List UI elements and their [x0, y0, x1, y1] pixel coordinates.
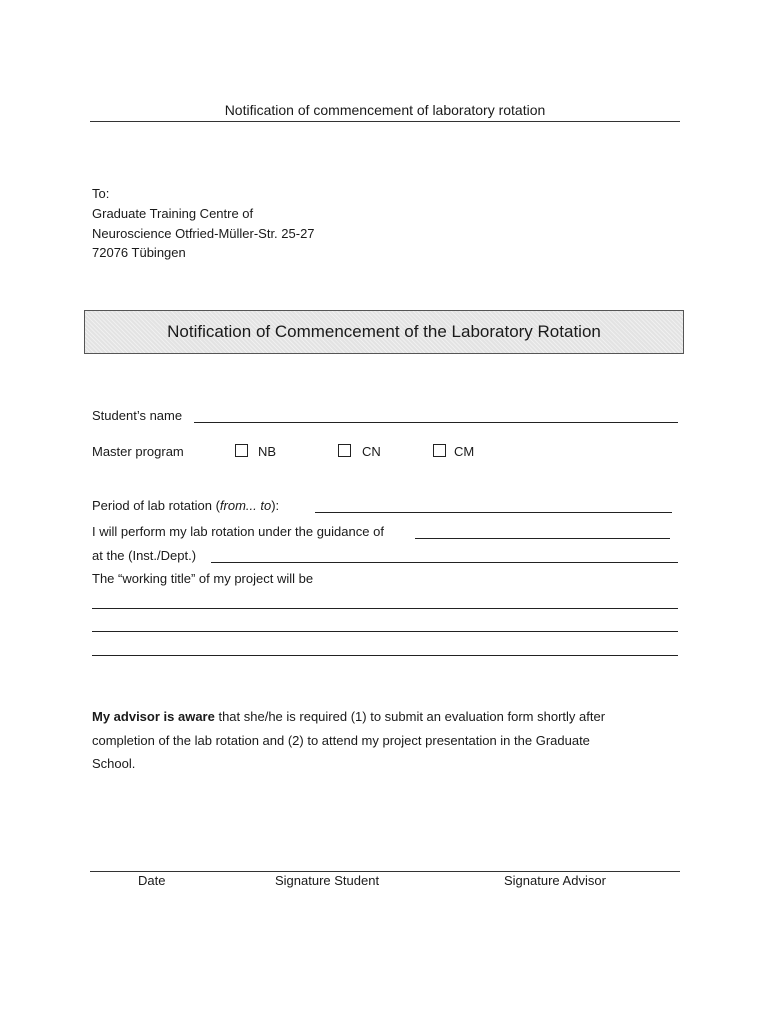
checkbox-cm-label: CM: [454, 444, 475, 459]
checkbox-cn-label: CN: [362, 444, 381, 459]
period-field[interactable]: [315, 512, 672, 513]
student-name-label: Student’s name: [92, 408, 183, 423]
checkbox-nb-label: NB: [258, 444, 277, 459]
recipient-line-3: 72076 Tübingen: [92, 245, 186, 260]
checkbox-nb[interactable]: [235, 444, 248, 457]
advisor-note-line-3: School.: [92, 756, 136, 771]
recipient-line-2: Neuroscience Otfried-Müller-Str. 25-27: [92, 226, 315, 241]
working-title-line-1[interactable]: [92, 608, 678, 609]
signature-rule: [90, 871, 680, 872]
period-label-end: ):: [271, 498, 280, 513]
signature-advisor-label: Signature Advisor: [504, 873, 606, 888]
heading-rule: [90, 121, 680, 122]
working-title-line-3[interactable]: [92, 655, 678, 656]
guidance-label: I will perform my lab rotation under the guidance of: [92, 524, 384, 539]
date-label: Date: [138, 873, 166, 888]
period-label-start: Period of lab rotation (: [92, 498, 220, 513]
working-title-label: The “working title” of my project will be: [92, 571, 314, 586]
recipient-line-1: Graduate Training Centre of: [92, 206, 254, 221]
recipient-to-label: To:: [92, 186, 110, 201]
advisor-note-line-1: [92, 709, 605, 724]
institute-label: at the (Inst./Dept.): [92, 548, 197, 563]
master-program-label: Master program: [92, 444, 184, 459]
title-banner: [84, 310, 684, 354]
checkbox-cn[interactable]: [338, 444, 351, 457]
signature-student-label: Signature Student: [275, 873, 380, 888]
student-name-field[interactable]: [194, 422, 678, 423]
advisor-note-line-2: completion of the lab rotation and (2) to attend my project presentation in the Graduate: [92, 733, 590, 748]
period-label: [92, 498, 279, 513]
advisor-note-rest: that she/he is required (1) to submit an evaluation form shortly after: [214, 709, 606, 724]
document-heading: Notification of commencement of laboratory rotation: [224, 102, 546, 118]
working-title-line-2[interactable]: [92, 631, 678, 632]
period-label-italic: from... to: [219, 498, 272, 513]
supervisor-field[interactable]: [415, 538, 670, 539]
checkbox-cm[interactable]: [433, 444, 446, 457]
advisor-note-bold: My advisor is aware: [92, 709, 215, 724]
institute-field[interactable]: [211, 562, 678, 563]
banner-title: Notification of Commencement of the Laboratory Rotation: [167, 322, 601, 341]
